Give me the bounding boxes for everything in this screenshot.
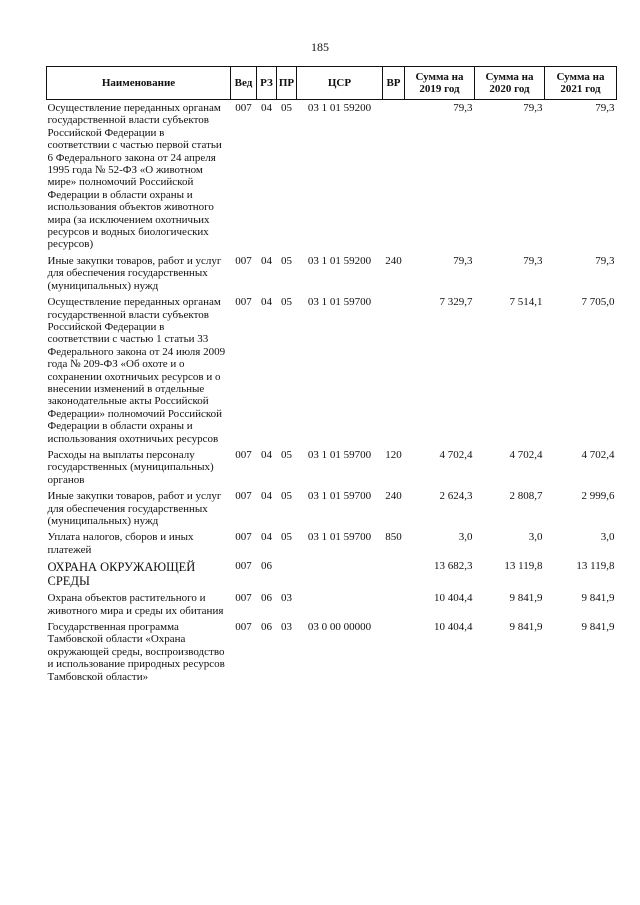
row-sum-2019: 2 624,3: [439, 490, 473, 503]
row-vr: 240: [385, 254, 402, 267]
row-pr: 05: [281, 102, 292, 114]
row-rz: 04: [261, 102, 272, 114]
row-sum-2021: 9 841,9: [581, 592, 615, 605]
row-sum-2021: 7 705,0: [581, 296, 615, 309]
table-row: [47, 294, 617, 447]
row-name: Охрана объектов растительного и животного мира и среды их обитания: [47, 592, 224, 617]
row-name: Осуществление переданных органам государственной власти субъектов Российской Федерации в соответствии с частью 1 статьи 33 Федерального закона от 24 июля 2009 года № 209-ФЗ «Об охоте и о сохранении охотничьих ресурсов и о внесении изменений в отдельные законодательные акты Российской Федерации» полномочий Российской Федерации в области охраны и использования охотничьих ресурсов: [47, 296, 226, 445]
row-rz: 04: [261, 490, 272, 503]
row-sum-2021: 79,3: [595, 254, 615, 267]
header-ved: Вед: [231, 67, 257, 100]
row-sum-2021: 3,0: [600, 531, 615, 544]
table-row: [47, 558, 617, 590]
row-csr: [297, 590, 383, 619]
header-sum-2021: Сумма на 2021 год: [545, 67, 617, 100]
row-sum-2019: 79,3: [453, 254, 473, 267]
row-csr: 03 1 01 59200: [307, 254, 372, 267]
row-csr: 03 1 01 59200: [307, 102, 372, 114]
row-name: Расходы на выплаты персоналу государственных (муниципальных) органов: [47, 448, 214, 486]
row-csr: 03 1 01 59700: [307, 448, 372, 461]
row-csr: 03 1 01 59700: [307, 531, 372, 544]
row-csr: 03 1 01 59700: [307, 490, 372, 503]
row-rz: 06: [261, 560, 272, 573]
header-sum-2019: Сумма на 2019 год: [405, 67, 475, 100]
row-pr: 05: [281, 254, 292, 267]
row-vr: [383, 590, 405, 619]
table-row: [47, 488, 617, 529]
row-sum-2021: 4 702,4: [581, 448, 615, 461]
budget-table: [46, 66, 617, 685]
row-ved: 007: [235, 448, 252, 461]
header-rz: РЗ: [257, 67, 277, 100]
row-sum-2020: 7 514,1: [509, 296, 543, 309]
row-sum-2020: 79,3: [523, 254, 543, 267]
table-row: [47, 529, 617, 558]
row-pr: 03: [281, 592, 292, 605]
row-sum-2019: 7 329,7: [439, 296, 473, 309]
row-csr: [297, 558, 383, 590]
header-pr: ПР: [277, 67, 297, 100]
row-vr: 120: [385, 448, 402, 461]
row-sum-2021: 2 999,6: [581, 490, 615, 503]
row-pr: 05: [281, 296, 292, 309]
row-vr: [383, 100, 405, 253]
row-ved: 007: [235, 490, 252, 503]
row-vr: [383, 558, 405, 590]
row-pr: 05: [281, 490, 292, 503]
row-csr: 03 0 00 00000: [307, 621, 372, 634]
table-row: [47, 590, 617, 619]
header-csr: ЦСР: [297, 67, 383, 100]
row-sum-2021: 9 841,9: [581, 621, 615, 634]
row-ved: 007: [235, 254, 252, 267]
row-rz: 06: [261, 621, 272, 634]
row-rz: 04: [261, 448, 272, 461]
row-sum-2019: 10 404,4: [434, 592, 473, 605]
row-ved: 007: [235, 621, 252, 634]
row-pr: 05: [281, 448, 292, 461]
row-pr: [277, 558, 297, 590]
row-ved: 007: [235, 592, 252, 605]
row-sum-2019: 10 404,4: [434, 621, 473, 634]
row-vr: [383, 294, 405, 447]
header-name: Наименование: [47, 67, 231, 100]
row-ved: 007: [235, 296, 252, 309]
header-vr: ВР: [383, 67, 405, 100]
row-rz: 04: [261, 531, 272, 544]
row-vr: 850: [385, 531, 402, 544]
row-sum-2020: 9 841,9: [509, 592, 543, 605]
row-sum-2019: 79,3: [453, 102, 473, 114]
table-row: [47, 447, 617, 488]
row-sum-2020: 4 702,4: [509, 448, 543, 461]
row-ved: 007: [235, 531, 252, 544]
row-sum-2021: 79,3: [595, 102, 615, 114]
row-vr: 240: [385, 490, 402, 503]
row-sum-2020: 79,3: [523, 102, 543, 114]
row-sum-2020: 2 808,7: [509, 490, 543, 503]
row-name: Осуществление переданных органам государственной власти субъектов Российской Федерации в соответствии с частью первой статьи 6 Федерального закона от 24 апреля 1995 года № 52-ФЗ «О животном мире» полномочий Российской Федерации в области охраны и использования объектов животного мира (за исключением охотничьих ресурсов и водных биологических ресурсов): [47, 102, 222, 251]
row-rz: 04: [261, 254, 272, 267]
row-name: Иные закупки товаров, работ и услуг для обеспечения государственных (муниципальных) нужд: [47, 490, 222, 527]
row-vr: [383, 619, 405, 685]
row-rz: 04: [261, 296, 272, 309]
row-name: Государственная программа Тамбовской области «Охрана окружающей среды, воспроизводство и использование природных ресурсов Тамбовской области»: [47, 621, 225, 683]
row-sum-2019: 13 682,3: [434, 560, 473, 573]
row-sum-2019: 4 702,4: [439, 448, 473, 461]
row-name: Уплата налогов, сборов и иных платежей: [47, 531, 194, 556]
page-number: 185: [311, 40, 329, 54]
row-ved: 007: [235, 102, 252, 114]
row-sum-2020: 3,0: [528, 531, 543, 544]
table-row: [47, 100, 617, 253]
row-name: ОХРАНА ОКРУЖАЮЩЕЙ СРЕДЫ: [47, 560, 196, 589]
row-pr: 05: [281, 531, 292, 544]
table-row: [47, 253, 617, 294]
table-row: [47, 619, 617, 685]
row-name: Иные закупки товаров, работ и услуг для обеспечения государственных (муниципальных) нужд: [47, 254, 222, 292]
row-sum-2020: 13 119,8: [504, 560, 543, 573]
table-header: [47, 67, 617, 100]
header-sum-2020: Сумма на 2020 год: [475, 67, 545, 100]
row-rz: 06: [261, 592, 272, 605]
row-pr: 03: [281, 621, 292, 634]
row-ved: 007: [235, 560, 252, 573]
row-sum-2020: 9 841,9: [509, 621, 543, 634]
row-csr: 03 1 01 59700: [307, 296, 372, 309]
row-sum-2021: 13 119,8: [576, 560, 615, 573]
row-sum-2019: 3,0: [458, 531, 473, 544]
